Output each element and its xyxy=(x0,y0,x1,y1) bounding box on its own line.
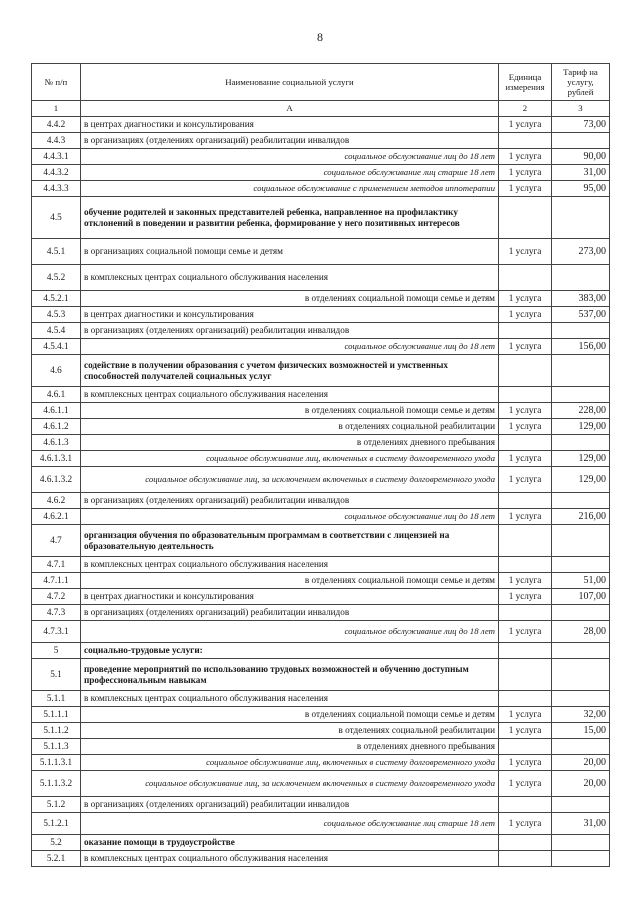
row-number: 5.1.1.3 xyxy=(32,739,81,755)
tariff-value: 20,00 xyxy=(552,755,610,771)
tariff-value: 95,00 xyxy=(552,181,610,197)
unit-of-measure: 1 услуга xyxy=(499,451,552,467)
row-number: 4.4.3.1 xyxy=(32,149,81,165)
service-name: в организациях (отделениях организаций) реабилитации инвалидов xyxy=(81,323,499,339)
service-name: в организациях (отделениях организаций) реабилитации инвалидов xyxy=(81,493,499,509)
index-col-tariff: 3 xyxy=(552,101,610,117)
unit-of-measure: 1 услуга xyxy=(499,239,552,265)
table-row xyxy=(32,723,610,739)
unit-of-measure xyxy=(499,265,552,291)
tariff-value: 129,00 xyxy=(552,467,610,493)
header-col-name: Наименование социальной услуги xyxy=(81,64,499,101)
tariff-value: 383,00 xyxy=(552,291,610,307)
unit-of-measure: 1 услуга xyxy=(499,149,552,165)
service-name: проведение мероприятий по использованию трудовых возможностей и обучению доступным профессиональным навыкам xyxy=(81,659,499,691)
table-row xyxy=(32,307,610,323)
row-number: 5 xyxy=(32,643,81,659)
table-row xyxy=(32,355,610,387)
tariff-value: 31,00 xyxy=(552,165,610,181)
row-number: 4.6.1.2 xyxy=(32,419,81,435)
unit-of-measure xyxy=(499,387,552,403)
service-name: в отделениях социальной помощи семье и детям xyxy=(81,291,499,307)
unit-of-measure: 1 услуга xyxy=(499,813,552,835)
unit-of-measure xyxy=(499,835,552,851)
tariff-value xyxy=(552,691,610,707)
unit-of-measure: 1 услуга xyxy=(499,117,552,133)
table-row xyxy=(32,291,610,307)
column-index-row xyxy=(32,101,610,117)
service-name: организация обучения по образовательным программам в соответствии с лицензией на образовательную деятельность xyxy=(81,525,499,557)
service-name: в комплексных центрах социального обслуживания населения xyxy=(81,691,499,707)
service-name: содействие в получении образования с учетом физических возможностей и умственных способностей получателей социальных услуг xyxy=(81,355,499,387)
header-col-unit: Единица измерения xyxy=(499,64,552,101)
table-row xyxy=(32,239,610,265)
service-name: социальное обслуживание лиц до 18 лет xyxy=(81,149,499,165)
service-name: в отделениях социальной помощи семье и детям xyxy=(81,403,499,419)
table-row xyxy=(32,493,610,509)
table-row xyxy=(32,739,610,755)
unit-of-measure: 1 услуга xyxy=(499,589,552,605)
service-name: социальное обслуживание лиц, за исключением включенных в систему долговременного ухода xyxy=(81,467,499,493)
service-name: в комплексных центрах социального обслуживания населения xyxy=(81,265,499,291)
row-number: 4.5.4 xyxy=(32,323,81,339)
row-number: 5.1.1.3.2 xyxy=(32,771,81,797)
tariff-value: 32,00 xyxy=(552,707,610,723)
tariff-value xyxy=(552,435,610,451)
table-row xyxy=(32,387,610,403)
row-number: 4.5.2.1 xyxy=(32,291,81,307)
service-name: социальное обслуживание лиц, за исключением включенных в систему долговременного ухода xyxy=(81,771,499,797)
unit-of-measure: 1 услуга xyxy=(499,307,552,323)
unit-of-measure: 1 услуга xyxy=(499,165,552,181)
unit-of-measure xyxy=(499,133,552,149)
row-number: 5.1.1.3.1 xyxy=(32,755,81,771)
tariff-value: 537,00 xyxy=(552,307,610,323)
table-row xyxy=(32,435,610,451)
service-name: социальное обслуживание лиц до 18 лет xyxy=(81,621,499,643)
service-name: в организациях (отделениях организаций) реабилитации инвалидов xyxy=(81,605,499,621)
service-name: в комплексных центрах социального обслуживания населения xyxy=(81,557,499,573)
tariff-value: 73,00 xyxy=(552,117,610,133)
row-number: 4.6.1.1 xyxy=(32,403,81,419)
tariff-value xyxy=(552,323,610,339)
row-number: 4.4.2 xyxy=(32,117,81,133)
tariff-value xyxy=(552,605,610,621)
service-name: в организациях (отделениях организаций) реабилитации инвалидов xyxy=(81,797,499,813)
unit-of-measure: 1 услуга xyxy=(499,403,552,419)
tariff-value xyxy=(552,851,610,867)
index-col-num: 1 xyxy=(32,101,81,117)
row-number: 4.4.3 xyxy=(32,133,81,149)
service-name: социальное обслуживание лиц, включенных в систему долговременного ухода xyxy=(81,451,499,467)
unit-of-measure: 1 услуга xyxy=(499,755,552,771)
table-row xyxy=(32,755,610,771)
table-row xyxy=(32,197,610,239)
table-row xyxy=(32,403,610,419)
row-number: 5.1.2 xyxy=(32,797,81,813)
unit-of-measure: 1 услуга xyxy=(499,467,552,493)
table-row xyxy=(32,525,610,557)
table-row xyxy=(32,659,610,691)
table-row xyxy=(32,557,610,573)
tariff-value: 31,00 xyxy=(552,813,610,835)
service-name: в отделениях социальной помощи семье и детям xyxy=(81,707,499,723)
row-number: 4.7 xyxy=(32,525,81,557)
table-row xyxy=(32,467,610,493)
row-number: 5.2 xyxy=(32,835,81,851)
unit-of-measure xyxy=(499,851,552,867)
service-name: социальное обслуживание лиц старше 18 лет xyxy=(81,165,499,181)
service-name: оказание помощи в трудоустройстве xyxy=(81,835,499,851)
tariff-value xyxy=(552,797,610,813)
tariff-value xyxy=(552,739,610,755)
service-name: в комплексных центрах социального обслуживания населения xyxy=(81,851,499,867)
row-number: 4.7.3.1 xyxy=(32,621,81,643)
tariff-value xyxy=(552,643,610,659)
unit-of-measure: 1 услуга xyxy=(499,291,552,307)
index-col-unit: 2 xyxy=(499,101,552,117)
service-name: в отделениях социальной реабилитации xyxy=(81,419,499,435)
header-col-num: № п/п xyxy=(32,64,81,101)
unit-of-measure xyxy=(499,323,552,339)
table-row xyxy=(32,691,610,707)
table-row xyxy=(32,509,610,525)
tariff-value xyxy=(552,557,610,573)
row-number: 4.7.3 xyxy=(32,605,81,621)
unit-of-measure: 1 услуга xyxy=(499,723,552,739)
row-number: 4.5.3 xyxy=(32,307,81,323)
tariff-value: 90,00 xyxy=(552,149,610,165)
tariff-value xyxy=(552,525,610,557)
table-row xyxy=(32,707,610,723)
header-row xyxy=(32,64,610,101)
unit-of-measure xyxy=(499,691,552,707)
row-number: 4.4.3.3 xyxy=(32,181,81,197)
row-number: 4.5 xyxy=(32,197,81,239)
table-row xyxy=(32,339,610,355)
service-name: социально-трудовые услуги: xyxy=(81,643,499,659)
row-number: 4.4.3.2 xyxy=(32,165,81,181)
row-number: 4.5.4.1 xyxy=(32,339,81,355)
table-row xyxy=(32,181,610,197)
table-row xyxy=(32,573,610,589)
tariff-value: 20,00 xyxy=(552,771,610,797)
unit-of-measure xyxy=(499,197,552,239)
unit-of-measure xyxy=(499,493,552,509)
unit-of-measure xyxy=(499,643,552,659)
tariff-value: 129,00 xyxy=(552,419,610,435)
row-number: 5.2.1 xyxy=(32,851,81,867)
service-name: в центрах диагностики и консультирования xyxy=(81,589,499,605)
tariff-value xyxy=(552,133,610,149)
service-name: социальное обслуживание лиц до 18 лет xyxy=(81,339,499,355)
unit-of-measure: 1 услуга xyxy=(499,509,552,525)
index-col-name: А xyxy=(81,101,499,117)
unit-of-measure xyxy=(499,557,552,573)
table-row xyxy=(32,589,610,605)
table-row xyxy=(32,621,610,643)
row-number: 4.6.1 xyxy=(32,387,81,403)
tariff-value xyxy=(552,387,610,403)
table-row xyxy=(32,451,610,467)
tariff-value: 129,00 xyxy=(552,451,610,467)
service-name: социальное обслуживание лиц, включенных в систему долговременного ухода xyxy=(81,755,499,771)
tariff-value: 107,00 xyxy=(552,589,610,605)
row-number: 4.6 xyxy=(32,355,81,387)
unit-of-measure xyxy=(499,435,552,451)
service-name: в организациях (отделениях организаций) реабилитации инвалидов xyxy=(81,133,499,149)
table-row xyxy=(32,149,610,165)
page-number: 8 xyxy=(317,30,323,44)
tariff-value: 216,00 xyxy=(552,509,610,525)
service-name: социальное обслуживание лиц до 18 лет xyxy=(81,509,499,525)
service-name: в отделениях дневного пребывания xyxy=(81,435,499,451)
unit-of-measure: 1 услуга xyxy=(499,771,552,797)
row-number: 4.5.2 xyxy=(32,265,81,291)
service-name: обучение родителей и законных представителей ребенка, направленное на профилактику отклонений в поведении и развитии ребенка, формирование у него позитивных интересов xyxy=(81,197,499,239)
row-number: 4.7.1 xyxy=(32,557,81,573)
unit-of-measure xyxy=(499,659,552,691)
tariff-value: 273,00 xyxy=(552,239,610,265)
tariff-value xyxy=(552,493,610,509)
table-row xyxy=(32,851,610,867)
tariff-value xyxy=(552,265,610,291)
service-name: в центрах диагностики и консультирования xyxy=(81,117,499,133)
service-name: в отделениях социальной реабилитации xyxy=(81,723,499,739)
unit-of-measure xyxy=(499,355,552,387)
table-row xyxy=(32,419,610,435)
tariff-table xyxy=(31,63,610,867)
header-col-tariff: Тариф на услугу, рублей xyxy=(552,64,610,101)
service-name: в организациях социальной помощи семье и детям xyxy=(81,239,499,265)
tariff-value xyxy=(552,355,610,387)
unit-of-measure: 1 услуга xyxy=(499,339,552,355)
row-number: 5.1 xyxy=(32,659,81,691)
table-body xyxy=(32,117,610,867)
unit-of-measure xyxy=(499,797,552,813)
unit-of-measure: 1 услуга xyxy=(499,419,552,435)
tariff-value xyxy=(552,835,610,851)
table-row xyxy=(32,835,610,851)
table-row xyxy=(32,771,610,797)
tariff-value xyxy=(552,197,610,239)
service-name: в отделениях социальной помощи семье и детям xyxy=(81,573,499,589)
tariff-value xyxy=(552,659,610,691)
row-number: 4.7.1.1 xyxy=(32,573,81,589)
unit-of-measure: 1 услуга xyxy=(499,707,552,723)
row-number: 4.6.2.1 xyxy=(32,509,81,525)
service-name: в комплексных центрах социального обслуживания населения xyxy=(81,387,499,403)
row-number: 4.6.1.3.2 xyxy=(32,467,81,493)
service-name: социальное обслуживание с применением методов иппотерапии xyxy=(81,181,499,197)
tariff-value: 156,00 xyxy=(552,339,610,355)
tariff-value: 228,00 xyxy=(552,403,610,419)
unit-of-measure xyxy=(499,739,552,755)
table-row xyxy=(32,813,610,835)
unit-of-measure xyxy=(499,605,552,621)
table-row xyxy=(32,265,610,291)
row-number: 4.7.2 xyxy=(32,589,81,605)
unit-of-measure: 1 услуга xyxy=(499,181,552,197)
service-name: в отделениях дневного пребывания xyxy=(81,739,499,755)
tariff-value: 51,00 xyxy=(552,573,610,589)
row-number: 4.6.1.3.1 xyxy=(32,451,81,467)
table-row xyxy=(32,643,610,659)
tariff-value: 28,00 xyxy=(552,621,610,643)
table-row xyxy=(32,117,610,133)
tariff-value: 15,00 xyxy=(552,723,610,739)
unit-of-measure: 1 услуга xyxy=(499,621,552,643)
unit-of-measure: 1 услуга xyxy=(499,573,552,589)
service-name: в центрах диагностики и консультирования xyxy=(81,307,499,323)
table-row xyxy=(32,797,610,813)
table-row xyxy=(32,165,610,181)
row-number: 5.1.1.1 xyxy=(32,707,81,723)
service-name: социальное обслуживание лиц старше 18 лет xyxy=(81,813,499,835)
row-number: 5.1.2.1 xyxy=(32,813,81,835)
row-number: 5.1.1 xyxy=(32,691,81,707)
table-row xyxy=(32,133,610,149)
row-number: 4.6.1.3 xyxy=(32,435,81,451)
table-row xyxy=(32,605,610,621)
unit-of-measure xyxy=(499,525,552,557)
table-row xyxy=(32,323,610,339)
row-number: 4.5.1 xyxy=(32,239,81,265)
row-number: 5.1.1.2 xyxy=(32,723,81,739)
row-number: 4.6.2 xyxy=(32,493,81,509)
